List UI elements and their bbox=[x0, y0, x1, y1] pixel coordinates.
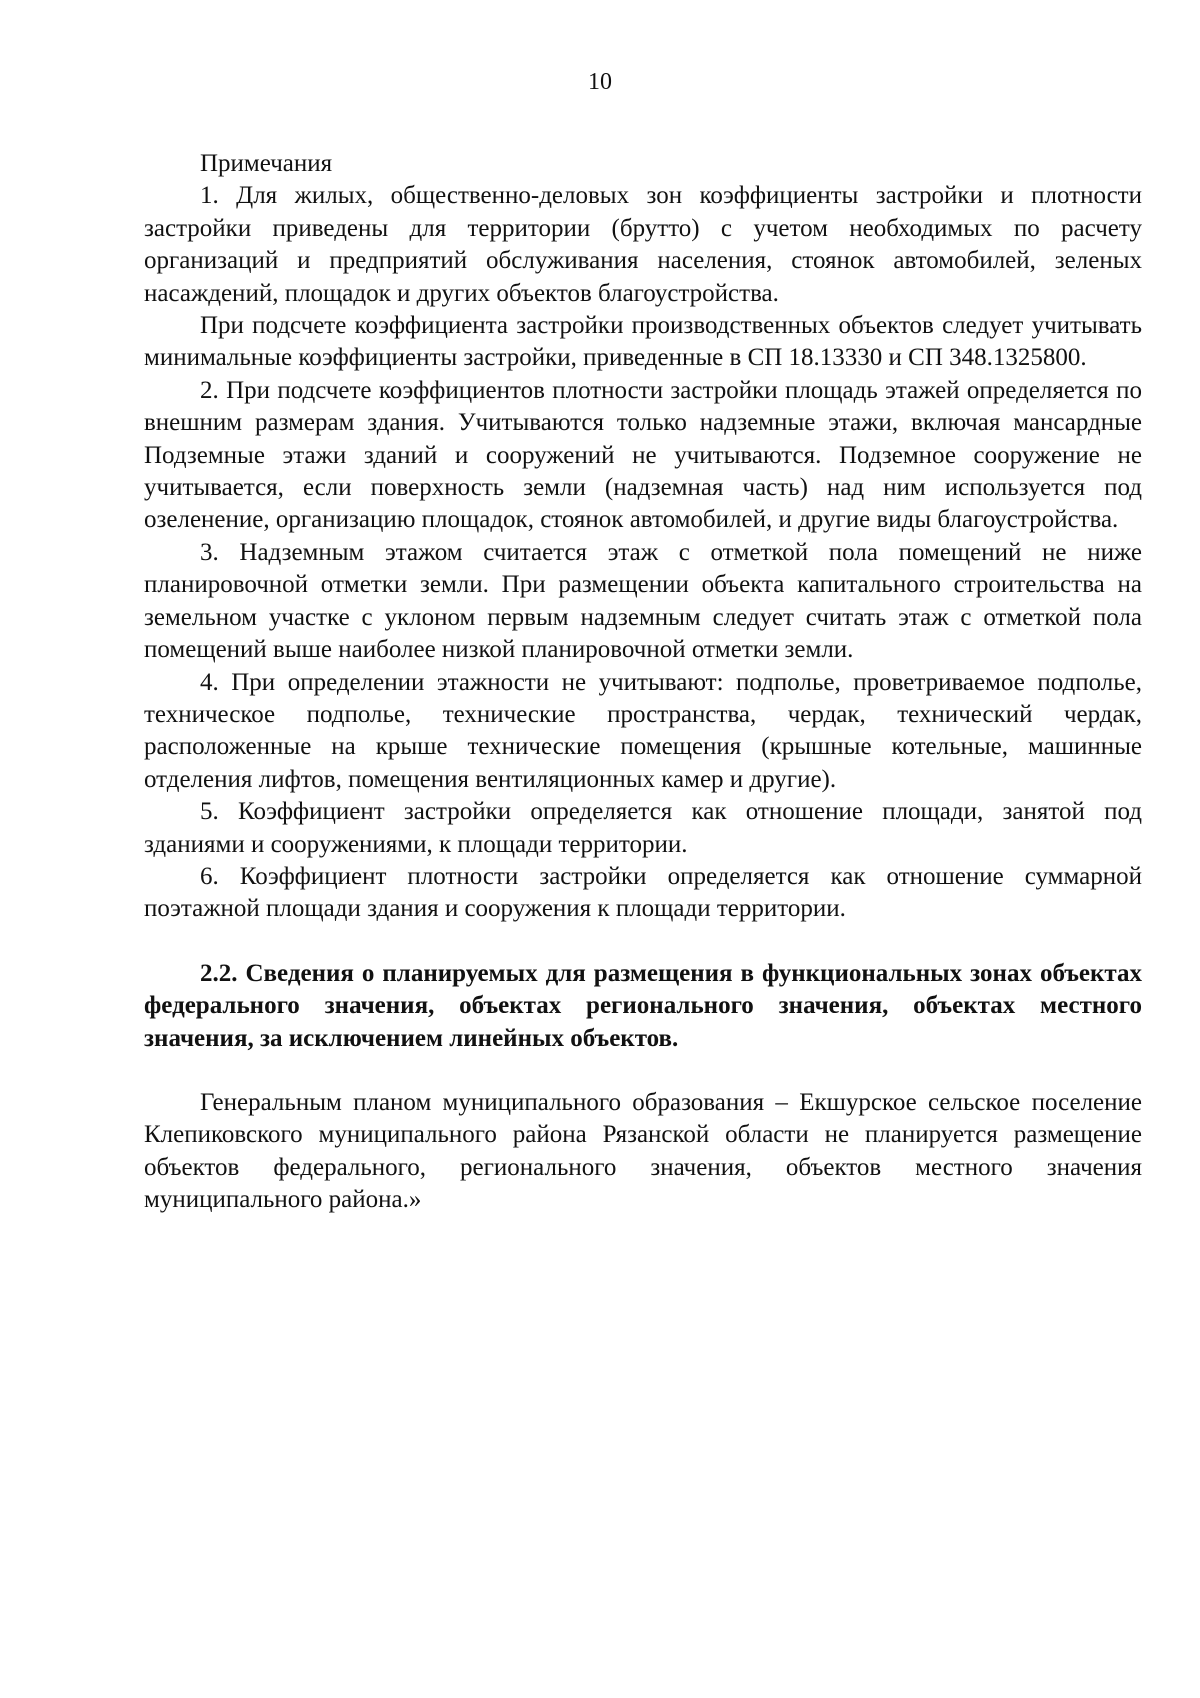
note-paragraph-3: 3. Надземным этажом считается этаж с отметкой пола помещений не ниже планировочной отметки земли. При размещении объекта капитального строительства на земельном участке с уклоном первым надземным следует считать этаж с отметкой пола помещений выше наиболее низкой планировочной отметки земли. bbox=[144, 538, 1142, 664]
notes-title: Примечания bbox=[200, 150, 333, 177]
page-number: 10 bbox=[588, 69, 612, 95]
note-paragraph-2: 2. При подсчете коэффициентов плотности застройки площадь этажей определяется по внешним размерам здания. Учитываются только надземные этажи, включая мансардные Подземные этажи зданий и сооружений не учитываются. Подземное сооружение не учитывается, если поверхность земли (надземная часть) над ним используется под озеленение, организацию площадок, стоянок автомобилей, и другие виды благоустройства. bbox=[144, 376, 1142, 534]
note-paragraph-4: 4. При определении этажности не учитывают: подполье, проветриваемое подполье, техническое подполье, технические пространства, чердак, технический чердак, расположенные на крыше технические помещения (крышные котельные, машинные отделения лифтов, помещения вентиляционных камер и другие). bbox=[144, 668, 1142, 793]
note-paragraph-6: 6. Коэффициент плотности застройки определяется как отношение суммарной поэтажной площади здания и сооружения к площади территории. bbox=[144, 862, 1142, 923]
note-paragraph-1: 1. Для жилых, общественно-деловых зон коэффициенты застройки и плотности застройки приведены для территории (брутто) с учетом необходимых по расчету организаций и предприятий обслуживания населения, стоянок автомобилей, зеленых насаждений, площадок и других объектов благоустройства. bbox=[144, 182, 1142, 307]
section-body: Генеральным планом муниципального образования – Екшурское сельское поселение Клепиковского муниципального района Рязанской области не планируется размещение объектов федерального, регионального значения, объектов местного значения муниципального района.» bbox=[144, 1088, 1142, 1214]
note-paragraph-1-continued: При подсчете коэффициента застройки производственных объектов следует учитывать минимальные коэффициенты застройки, приведенные в СП 18.13330 и СП 348.1325800. bbox=[144, 312, 1142, 372]
section-heading: 2.2. Сведения о планируемых для размещения в функциональных зонах объектах федерального значения, объектах регионального значения, объектах местного значения, за исключением линейных объектов. bbox=[144, 959, 1142, 1052]
document-body bbox=[144, 148, 1142, 1217]
note-paragraph-5: 5. Коэффициент застройки определяется как отношение площади, занятой под зданиями и сооружениями, к площади территории. bbox=[144, 798, 1142, 858]
